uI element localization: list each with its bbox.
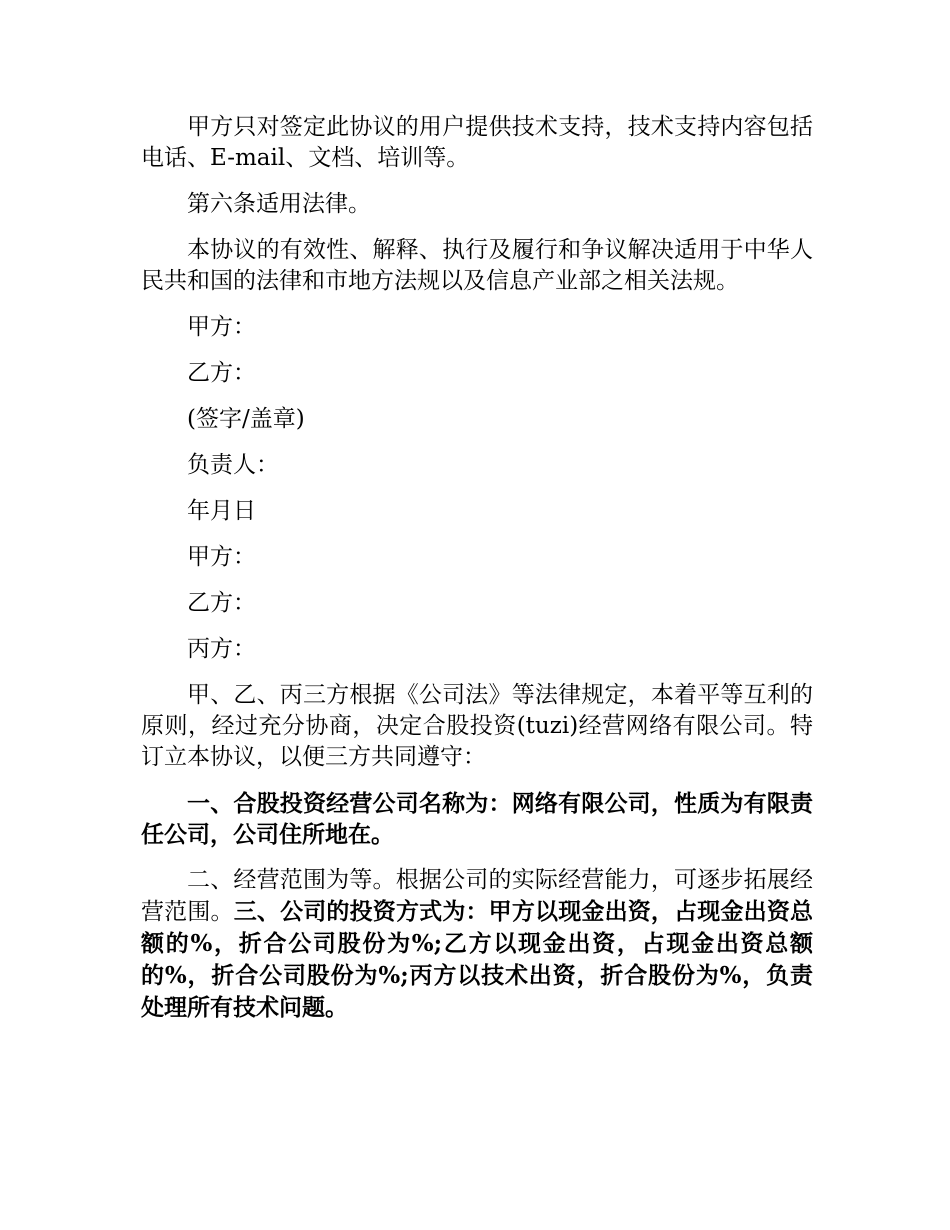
paragraph-applicable-law: 本协议的有效性、解释、执行及履行和争议解决适用于中华人民共和国的法律和市地方法规以及信息产业部之相关法规。 xyxy=(141,237,813,294)
clause-investment-method: 三、公司的投资方式为：甲方以现金出资，占现金出资总额的%，折合公司股份为%;乙方以现金出资，占现金出资总额的%，折合公司股份为%;丙方以技术出资，折合股份为%，负责处理所有技术问题。 xyxy=(141,898,814,1021)
signature-party-b: 乙方： xyxy=(187,360,256,386)
paragraph-business-scope-and-investment xyxy=(141,865,813,1024)
paragraph-agreement-preamble: 甲、乙、丙三方根据《公司法》等法律规定，本着平等互利的原则，经过充分协商，决定合股投资(tuzi)经营网络有限公司。特订立本协议，以便三方共同遵守： xyxy=(141,682,813,770)
agreement-party-b: 乙方： xyxy=(187,590,256,616)
signature-date: 年月日 xyxy=(187,498,256,524)
paragraph-article-six-heading: 第六条适用法律。 xyxy=(187,191,371,217)
signature-responsible-person: 负责人： xyxy=(187,452,279,478)
paragraph-company-name: 一、合股投资经营公司名称为：网络有限公司，性质为有限责任公司，公司住所地在。 xyxy=(141,790,813,848)
document-body xyxy=(141,112,813,1039)
clause-business-scope: 二、经营范围为等。根据公司的实际经营能力，可逐步拓展经营范围。 xyxy=(141,867,813,925)
paragraph-technical-support: 甲方只对签定此协议的用户提供技术支持，技术支持内容包括电话、E-mail、文档、培训等。 xyxy=(141,114,813,171)
agreement-party-c: 丙方： xyxy=(187,636,256,662)
agreement-party-a: 甲方： xyxy=(187,544,256,570)
signature-seal-note: (签字/盖章) xyxy=(187,406,305,432)
signature-party-a: 甲方： xyxy=(187,314,256,340)
